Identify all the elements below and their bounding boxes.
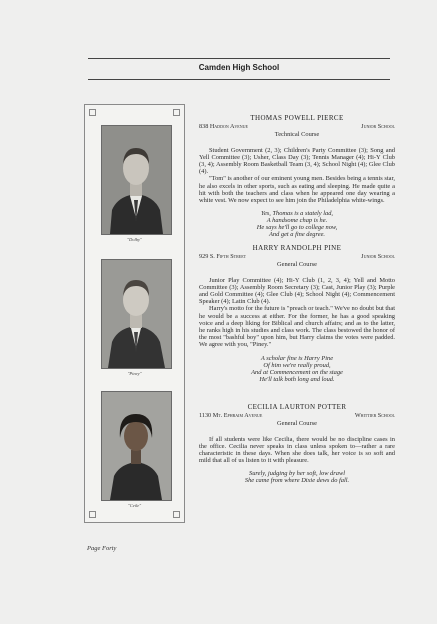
activities-text: Junior Play Committee (4); Hi-Y Club (1, 2, 3, 4); Yell and Motto Committee (3); Assembly Room Secretary (3); Cast, Junior Play (3); Purple and Gold Committee (4); Glee Club (4); School Night (4); Commencement Speaker (4); Latin Club (4). bbox=[199, 276, 395, 306]
entry-pierce bbox=[199, 115, 395, 238]
verse bbox=[199, 210, 395, 238]
corner-mark bbox=[89, 511, 96, 518]
address-line bbox=[199, 412, 395, 419]
nickname-caption: "Ceile" bbox=[127, 503, 142, 508]
activities-text: Student Government (2, 3); Children's Party Committee (3); Song and Yell Committee (3); Usher, Class Day (3); Tennis Manager (4); Hi-Y Club (3, 4); Assembly Room Basketball Team (3, 4); School Night (4); Glee Club (4). bbox=[199, 146, 395, 176]
student-name: HARRY RANDOLPH PINE bbox=[252, 244, 342, 252]
corner-mark bbox=[173, 511, 180, 518]
verse-line: And at Commencement on the stage bbox=[251, 368, 343, 376]
portrait-photo-pine bbox=[101, 259, 172, 369]
photo-panel bbox=[84, 104, 185, 523]
description-text: If all students were like Cecilia, there would be no discipline cases in the office. Cecilia never speaks in class unless spoken to—rather a rare characteristic in these days. When she does talk, her voice is so soft and mild that all of us listen to it with pleasure. bbox=[199, 435, 395, 465]
verse-line: She came from where Dixie dews do fall. bbox=[244, 477, 350, 485]
verse-line: Surely, judging by her soft, low drawl bbox=[249, 470, 345, 478]
student-name: THOMAS POWELL PIERCE bbox=[250, 114, 344, 122]
verse-line: A scholar fine is Harry Pine bbox=[260, 354, 334, 362]
verse-line: Of him we're really proud, bbox=[263, 361, 331, 369]
header-title: Camden High School bbox=[198, 63, 280, 72]
address-line bbox=[199, 253, 395, 260]
header-rule-bottom bbox=[88, 79, 390, 80]
header-rule-top bbox=[88, 58, 390, 59]
page-number: Page Forty bbox=[87, 545, 117, 552]
corner-mark bbox=[173, 109, 180, 116]
description-text: Harry's motto for the future is "preach or teach." We've no doubt but that he would be a success at either. For the former, he has a good speaking voice and a deep liking for Biblical and church affairs; and as to the latter, he ranks high in his studies and class work. The class bestowed the honor of the most "bashful boy" upon him, but Harry claims the votes were padded. We agree with you, "Piney." bbox=[199, 305, 395, 349]
student-address: 929 S. Fifth Street bbox=[199, 253, 247, 261]
nickname-caption: "Dolby" bbox=[127, 237, 142, 242]
portrait-photo-potter bbox=[101, 391, 172, 501]
description-text: "Tom" is another of our eminent young men. Besides being a tennis star, he also excels in other sports, such as eating and sleeping. He made quite a hit with both the teachers and class when he appeared one day wearing a white vest. We now expect to see him join the Philadelphia white-wings. bbox=[199, 175, 395, 205]
entry-potter bbox=[199, 404, 395, 484]
course-label: General Course bbox=[277, 420, 317, 428]
page-header bbox=[88, 56, 390, 82]
verse-line: A handsome chap is he. bbox=[266, 217, 328, 225]
portrait-photo-pierce bbox=[101, 125, 172, 235]
verse-line: He says he'll go to college now, bbox=[256, 224, 338, 232]
student-address: 838 Haddon Avenue bbox=[199, 123, 248, 131]
previous-school: Junior School bbox=[361, 253, 395, 261]
entry-pine bbox=[199, 245, 395, 383]
verse-line: Yes, Thomas is a stately lad, bbox=[260, 210, 334, 218]
previous-school: Whittier School bbox=[354, 412, 395, 420]
course-label: General Course bbox=[277, 261, 317, 269]
previous-school: Junior School bbox=[361, 123, 395, 131]
verse-line: He'll talk both long and loud. bbox=[259, 375, 335, 383]
verse bbox=[199, 355, 395, 383]
nickname-caption: "Piney" bbox=[127, 371, 142, 376]
address-line bbox=[199, 123, 395, 130]
verse-line: And get a fine degree. bbox=[268, 231, 326, 239]
corner-mark bbox=[89, 109, 96, 116]
verse bbox=[199, 470, 395, 484]
student-address: 1130 Mt. Ephraim Avenue bbox=[199, 412, 263, 420]
course-label: Technical Course bbox=[274, 131, 320, 139]
student-name: CECILIA LAURTON POTTER bbox=[247, 403, 347, 411]
